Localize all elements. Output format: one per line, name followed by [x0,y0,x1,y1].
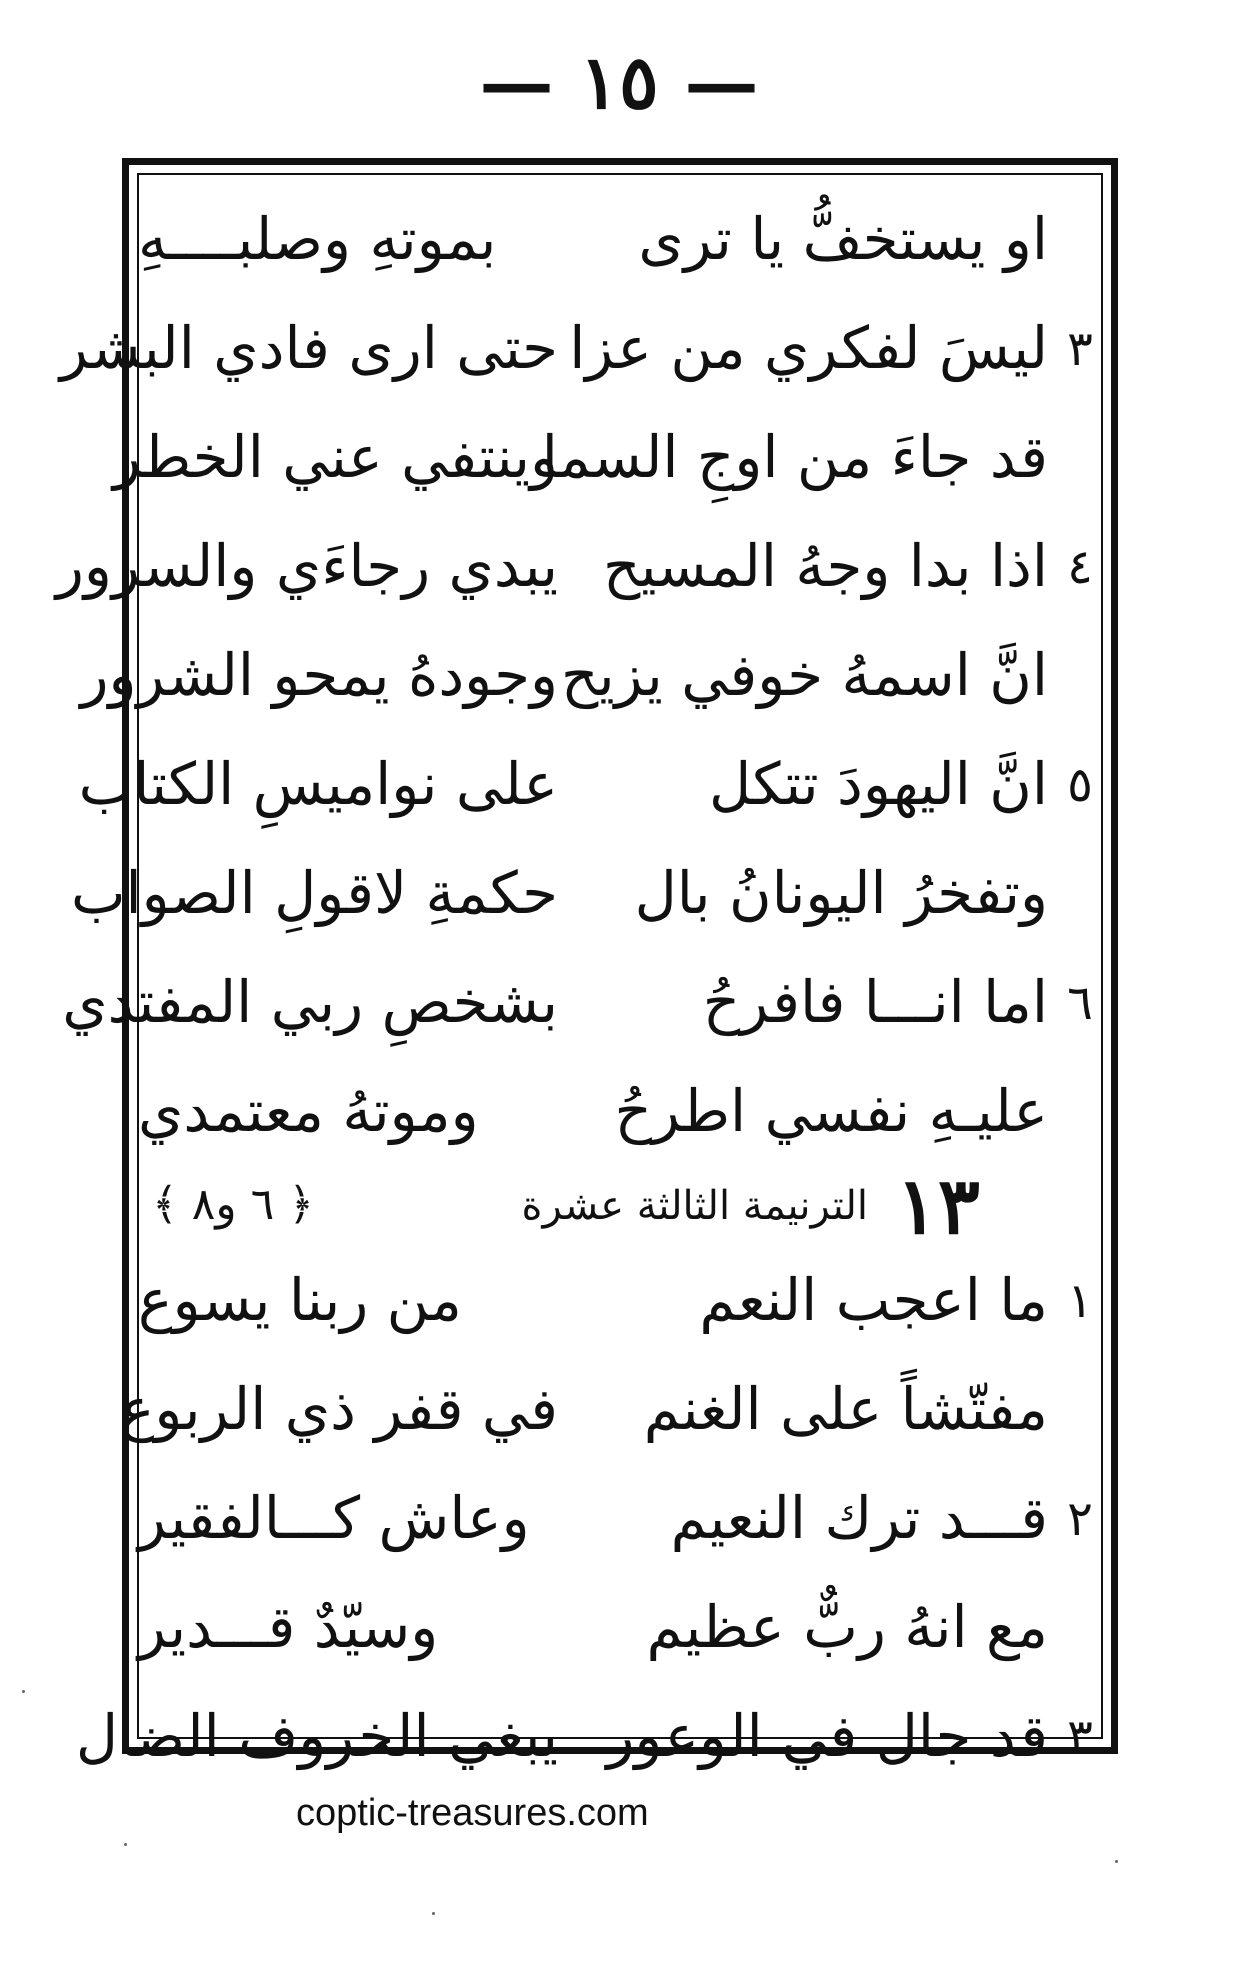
verse-second-half: من ربنا يسوع [138,1266,462,1334]
verse-first-half: مفتّشاً على الغنم [643,1375,1048,1443]
verse-number: ٦ [1067,975,1093,1031]
footer-watermark: coptic-treasures.com [296,1792,649,1834]
page-number: — ١٥ — [479,40,759,126]
verse-second-half: وينتفي عني الخطر [113,423,558,491]
verse-number: ٢ [1067,1491,1093,1547]
verse-second-half: وسيّدٌ قـــدير [138,1593,439,1661]
verse-first-half: ليسَ لفكري من عزا [569,314,1048,382]
verse-number: ٣ [1067,321,1093,377]
verse-first-half: انَّ اسمهُ خوفي يزيح [561,641,1048,709]
verse-second-half: حكمةِ لاقولِ الصواب [70,859,558,927]
verse-first-half: او يستخفُّ يا ترى [638,205,1048,273]
scan-speck [124,1843,127,1846]
verse-area [55,186,1100,1792]
hymn-title: الترنيمة الثالثة عشرة [521,1183,868,1229]
verse-first-half: قد جاءَ من اوجِ السما [541,423,1048,491]
verse-first-half: قـــد ترك النعيم [670,1484,1048,1552]
verse-line [80,622,1100,731]
hymn-meter: ﴿ ٦ و٨ ﴾ [151,1179,315,1230]
verse-line [70,840,1100,949]
verse-line [62,949,1100,1058]
verse-line [138,1247,1100,1356]
verse-second-half: على نواميسِ الكتاب [78,750,558,818]
verse-line [119,1356,1100,1465]
verse-line [138,1058,1100,1167]
verse-second-half: حتى ارى فادي البشر [59,314,558,382]
hymn-number: ١٣ [896,1161,980,1252]
verse-line [138,186,1100,295]
verse-line [75,1683,1100,1792]
hymn-heading [138,1161,1100,1252]
scan-speck [1115,1860,1118,1863]
verse-second-half: بموتهِ وصلبــــهِ [138,205,497,273]
verse-first-half: وتفخرُ اليونانُ بال [634,859,1048,927]
verse-first-half: ما اعجب النعم [699,1266,1048,1334]
verse-second-half: وعاش كـــالفقير [138,1484,530,1552]
verse-second-half: بشخصِ ربي المفتدي [62,968,558,1036]
verse-second-half: يبغي الخروف الضال [75,1702,558,1770]
verse-line [138,1465,1100,1574]
verse-line [113,404,1100,513]
verse-first-half: قد جال في الوعور [606,1702,1048,1770]
verse-line [138,1574,1100,1683]
verse-line [59,295,1100,404]
verse-line [78,731,1100,840]
scan-speck [22,1690,25,1693]
verse-first-half: انَّ اليهودَ تتكل [709,750,1048,818]
verse-second-half: يبدي رجاءَي والسرور [55,532,558,600]
verse-second-half: وجودهُ يمحو الشرور [80,641,558,709]
verse-second-half: وموتهُ معتمدي [138,1077,479,1145]
scan-speck [432,1912,435,1915]
verse-number: ٤ [1067,539,1093,595]
verse-first-half: اذا بدا وجهُ المسيح [602,532,1048,600]
verse-first-half: عليـهِ نفسي اطرحُ [614,1077,1048,1145]
verse-second-half: في قفر ذي الربوع [119,1375,558,1443]
verse-first-half: مع انهُ ربٌّ عظيم [646,1593,1048,1661]
verse-first-half: اما انـــا فافرحُ [702,968,1048,1036]
verse-number: ١ [1067,1273,1093,1329]
verse-line [55,513,1100,622]
verse-number: ٣ [1067,1709,1093,1765]
verse-number: ٥ [1067,757,1093,813]
